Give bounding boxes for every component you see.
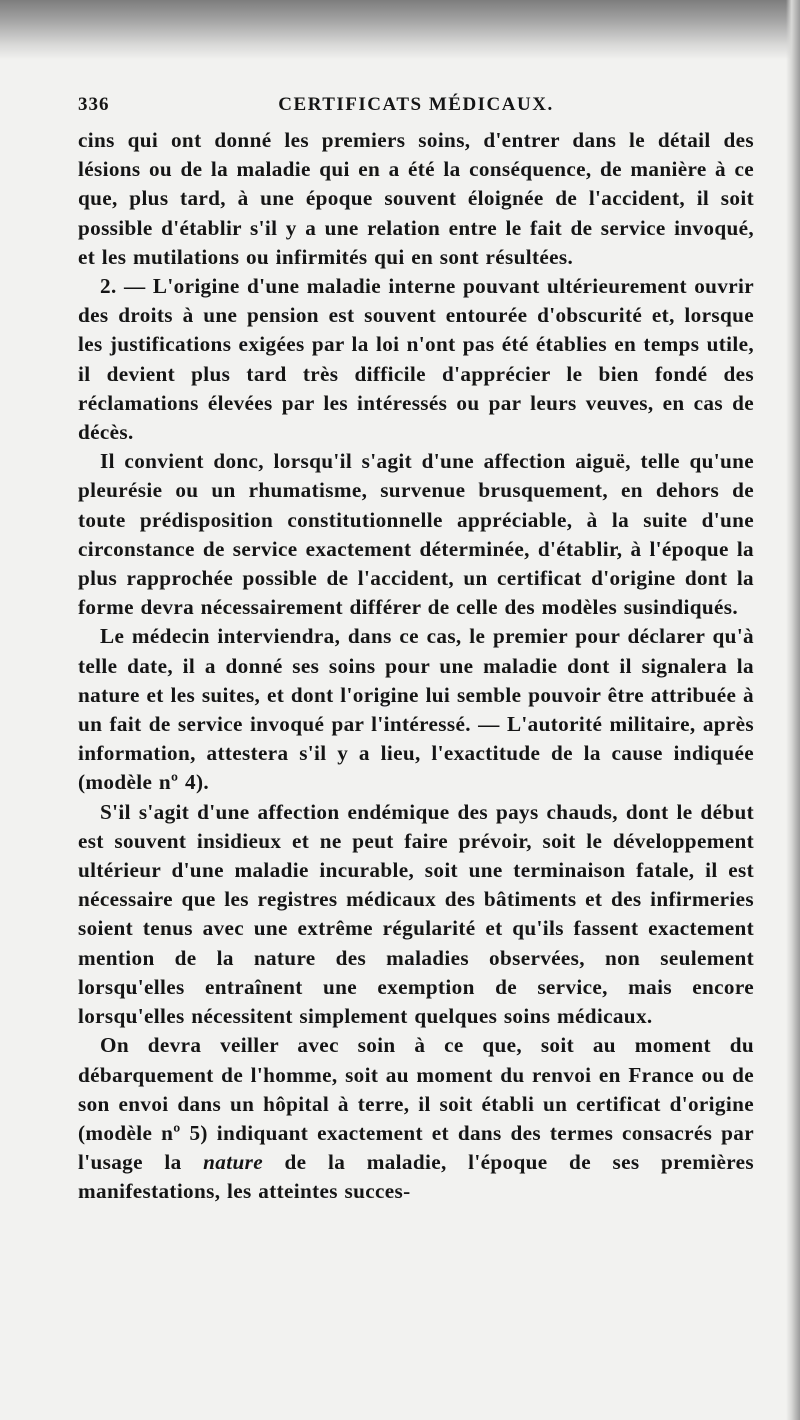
paragraph-section-2: 2. — L'origine d'une maladie interne pouvant ultérieurement ouvrir des droits à une pension est souvent entourée d'obscurité et, lorsque les justifications exigées par la loi n'ont pas été établies en temps utile, il devient plus tard très difficile d'apprécier le bien fondé des réclamations élevées par les intéressés ou par leurs veuves, en cas de décès. bbox=[78, 274, 754, 445]
paragraph-continued: cins qui ont donné les premiers soins, d'entrer dans le détail des lésions ou de la maladie qui en a été la conséquence, de manière à ce que, plus tard, à une époque souvent éloignée de l'accident, il soit possible d'établir s'il y a une relation entre le fait de service invoqué, et les mutilations ou infirmités qui en sont résultées. bbox=[78, 128, 754, 269]
italic-word-nature: nature bbox=[203, 1150, 263, 1175]
paragraph-text-before: On devra veiller avec soin à ce que, soit au moment du débarquement de l'homme, soit au moment du renvoi en France ou de son envoi dans un hôpital à terre, il soit établi un certificat d'origine (modèle nº 5) indiquant exactement et dans des termes consacrés par l'usage la bbox=[78, 1033, 754, 1175]
paragraph-acute-affection: Il convient donc, lorsqu'il s'agit d'une affection aiguë, telle qu'une pleurésie ou un rhumatisme, survenue brusquement, en dehors de toute prédisposition constitutionnelle appréciable, à la suite d'une circonstance de service exactement déterminée, d'établir, à l'époque la plus rapprochée possible de l'accident, un certificat d'origine dont la forme devra nécessairement différer de celle des modèles susindiqués. bbox=[78, 449, 754, 620]
running-head: CERTIFICATS MÉDICAUX. bbox=[278, 94, 554, 115]
book-page bbox=[78, 92, 754, 1207]
body-text bbox=[78, 126, 754, 1207]
page-number: 336 bbox=[78, 94, 110, 115]
scan-top-shadow bbox=[0, 0, 800, 60]
paragraph-physician: Le médecin interviendra, dans ce cas, le premier pour déclarer qu'à telle date, il a donné ses soins pour une maladie dont il signalera la nature et les suites, et dont l'origine lui semble pouvoir être attribuée à un fait de service invoqué par l'intéressé. — L'autorité militaire, après information, attestera s'il y a lieu, l'exactitude de la cause indiquée (modèle nº 4). bbox=[78, 624, 754, 795]
paragraph-text-after: de la maladie, l'époque de ses premières manifestations, les atteintes succes- bbox=[78, 1150, 754, 1204]
paragraph-disembarkation bbox=[78, 1031, 754, 1206]
page-header bbox=[78, 92, 754, 126]
paragraph-endemic-affection: S'il s'agit d'une affection endémique des pays chauds, dont le début est souvent insidieux et ne peut faire prévoir, soit le développement ultérieur d'une maladie incurable, soit une terminaison fatale, il est nécessaire que les registres médicaux des bâtiments et des infirmeries soient tenus avec une extrême régularité et qu'ils fassent exactement mention de la nature des maladies observées, non seulement lorsqu'elles entraînent une exemption de service, mais encore lorsqu'elles nécessitent simplement quelques soins médicaux. bbox=[78, 799, 754, 1029]
scan-right-shadow bbox=[786, 0, 800, 1420]
